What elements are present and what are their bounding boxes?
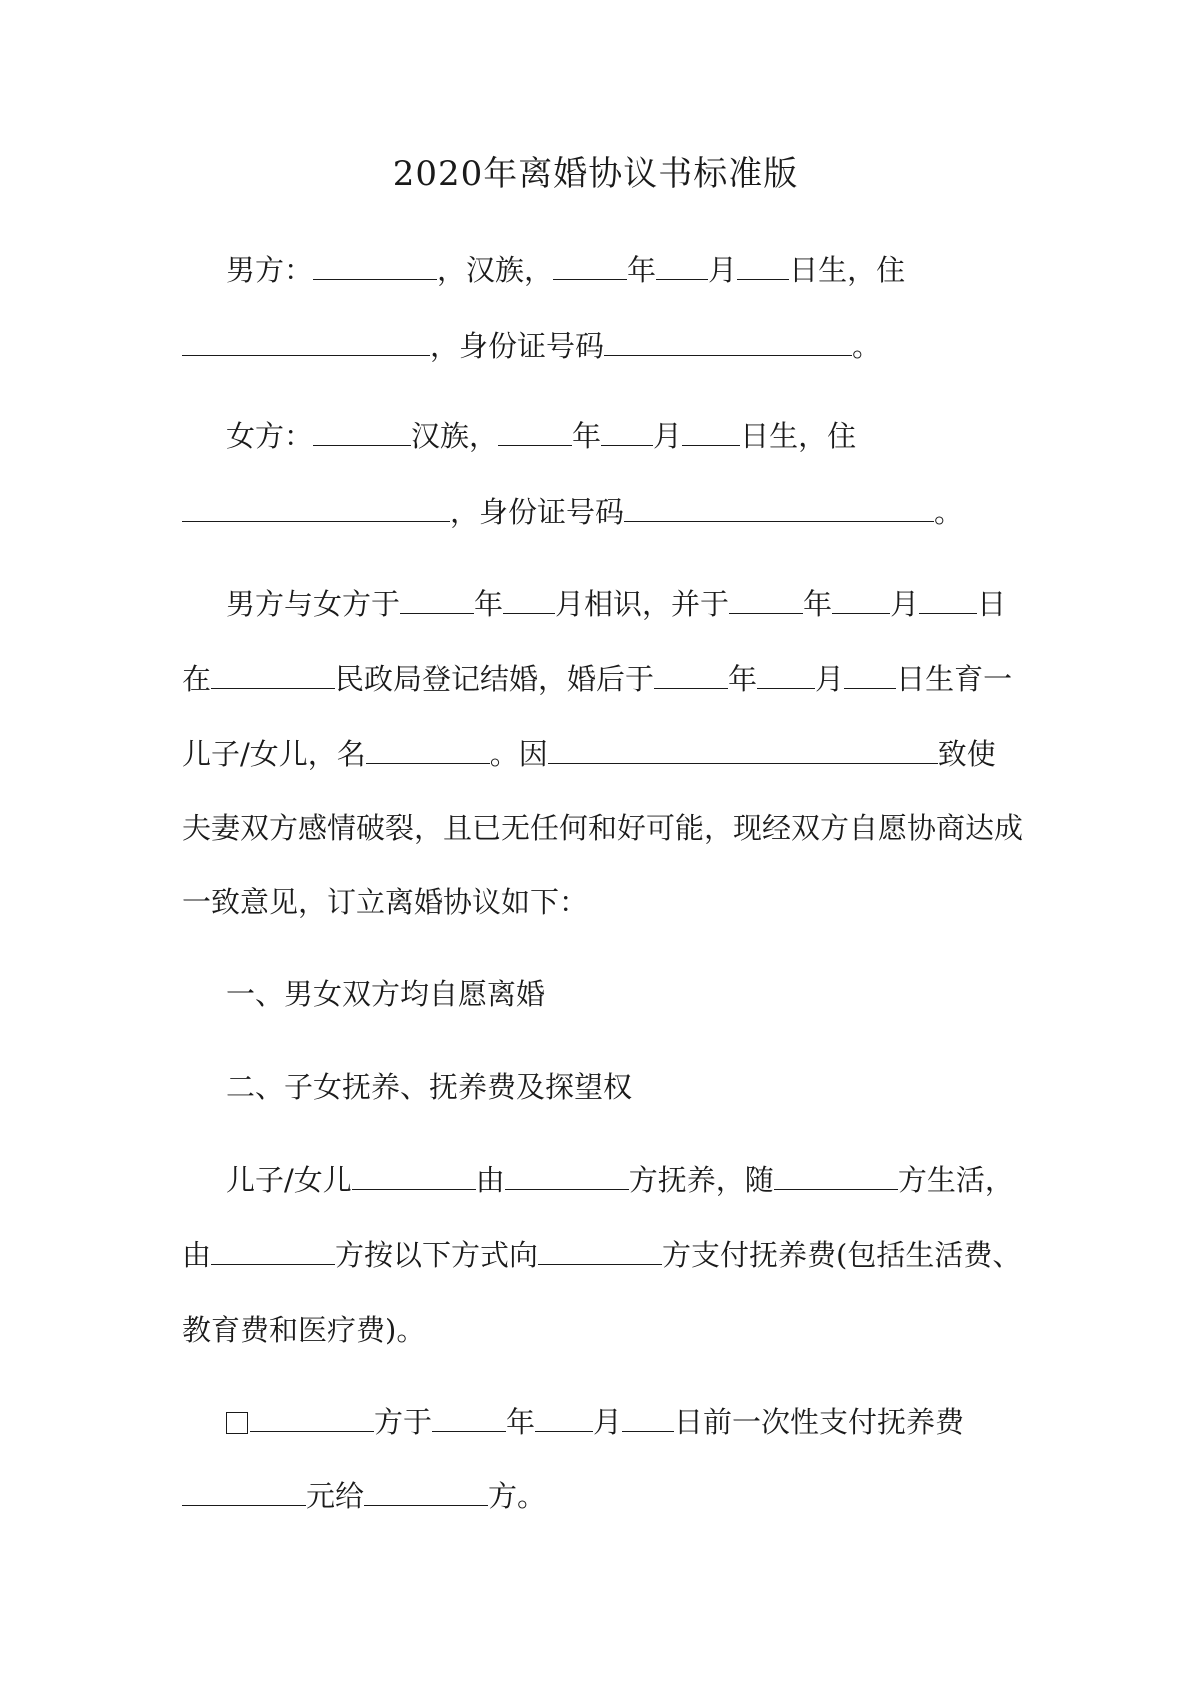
female-birth-year-blank	[498, 419, 572, 446]
male-name-blank	[313, 253, 437, 280]
female-address-blank	[182, 495, 450, 522]
female-birth-day-blank	[682, 419, 740, 446]
met-month-blank	[503, 587, 555, 614]
section-2-heading: 二、子女抚养、抚养费及探望权	[226, 1070, 633, 1104]
female-birth-month-blank	[601, 419, 653, 446]
female-id-blank	[624, 495, 934, 522]
male-birth-year-blank	[553, 253, 627, 280]
custody-line-1: 儿子/女儿 由 方抚养，随 方生活，	[226, 1163, 1014, 1197]
custody-child-blank	[352, 1163, 476, 1190]
male-line-2: ，身份证号码 。	[182, 328, 881, 364]
custody-party-blank	[505, 1163, 629, 1190]
married-year-blank	[729, 587, 803, 614]
intro-line-2: 在 民政局登记结婚，婚后于 年 月 日生育一	[182, 662, 1013, 696]
female-name-blank	[313, 419, 411, 446]
male-line-1: 男方： ，汉族， 年 月 日生，住	[226, 253, 906, 287]
lump-sum-option-checkbox[interactable]	[226, 1412, 248, 1434]
married-day-blank	[919, 587, 977, 614]
female-label: 女方：	[226, 419, 314, 453]
registry-office-blank	[211, 662, 335, 689]
divorce-reason-blank	[548, 737, 938, 764]
male-address-blank	[182, 329, 430, 356]
lump-sum-day-blank	[622, 1405, 674, 1432]
female-line-2: ，身份证号码 。	[182, 494, 963, 530]
receiving-party-blank	[538, 1238, 662, 1265]
lump-sum-amount-blank	[182, 1479, 306, 1506]
payment-line-2: 元给 方。	[182, 1478, 546, 1514]
living-with-party-blank	[774, 1163, 898, 1190]
child-birth-day-blank	[844, 662, 896, 689]
intro-line-5: 一致意见，订立离婚协议如下：	[182, 885, 589, 919]
lump-sum-recipient-blank	[364, 1479, 488, 1506]
document-title: 2020年离婚协议书标准版	[392, 154, 799, 194]
section-1-heading: 一、男女双方均自愿离婚	[226, 977, 546, 1011]
male-birth-day-blank	[737, 253, 789, 280]
lump-sum-payer-blank	[250, 1405, 374, 1432]
custody-line-2: 由 方按以下方式向 方支付抚养费(包括生活费、	[182, 1238, 1022, 1272]
child-name-blank	[366, 737, 490, 764]
child-birth-month-blank	[757, 662, 815, 689]
child-birth-year-blank	[654, 662, 728, 689]
female-line-1: 女方： 汉族， 年 月 日生，住	[226, 419, 857, 453]
intro-line-3: 儿子/女儿，名 。因 致使	[182, 737, 996, 771]
lump-sum-year-blank	[432, 1405, 506, 1432]
intro-line-1: 男方与女方于 年 月相识，并于 年 月 日	[226, 587, 1007, 621]
intro-line-4: 夫妻双方感情破裂，且已无任何和好可能，现经双方自愿协商达成	[182, 811, 1024, 845]
lump-sum-month-blank	[535, 1405, 593, 1432]
met-year-blank	[400, 587, 474, 614]
married-month-blank	[832, 587, 890, 614]
payment-line-1: 方于 年 月 日前一次性支付抚养费	[226, 1404, 964, 1440]
male-id-blank	[604, 329, 852, 356]
custody-line-3: 教育费和医疗费)。	[182, 1313, 426, 1347]
male-birth-month-blank	[656, 253, 708, 280]
male-label: 男方：	[226, 253, 314, 287]
paying-party-blank	[211, 1238, 335, 1265]
